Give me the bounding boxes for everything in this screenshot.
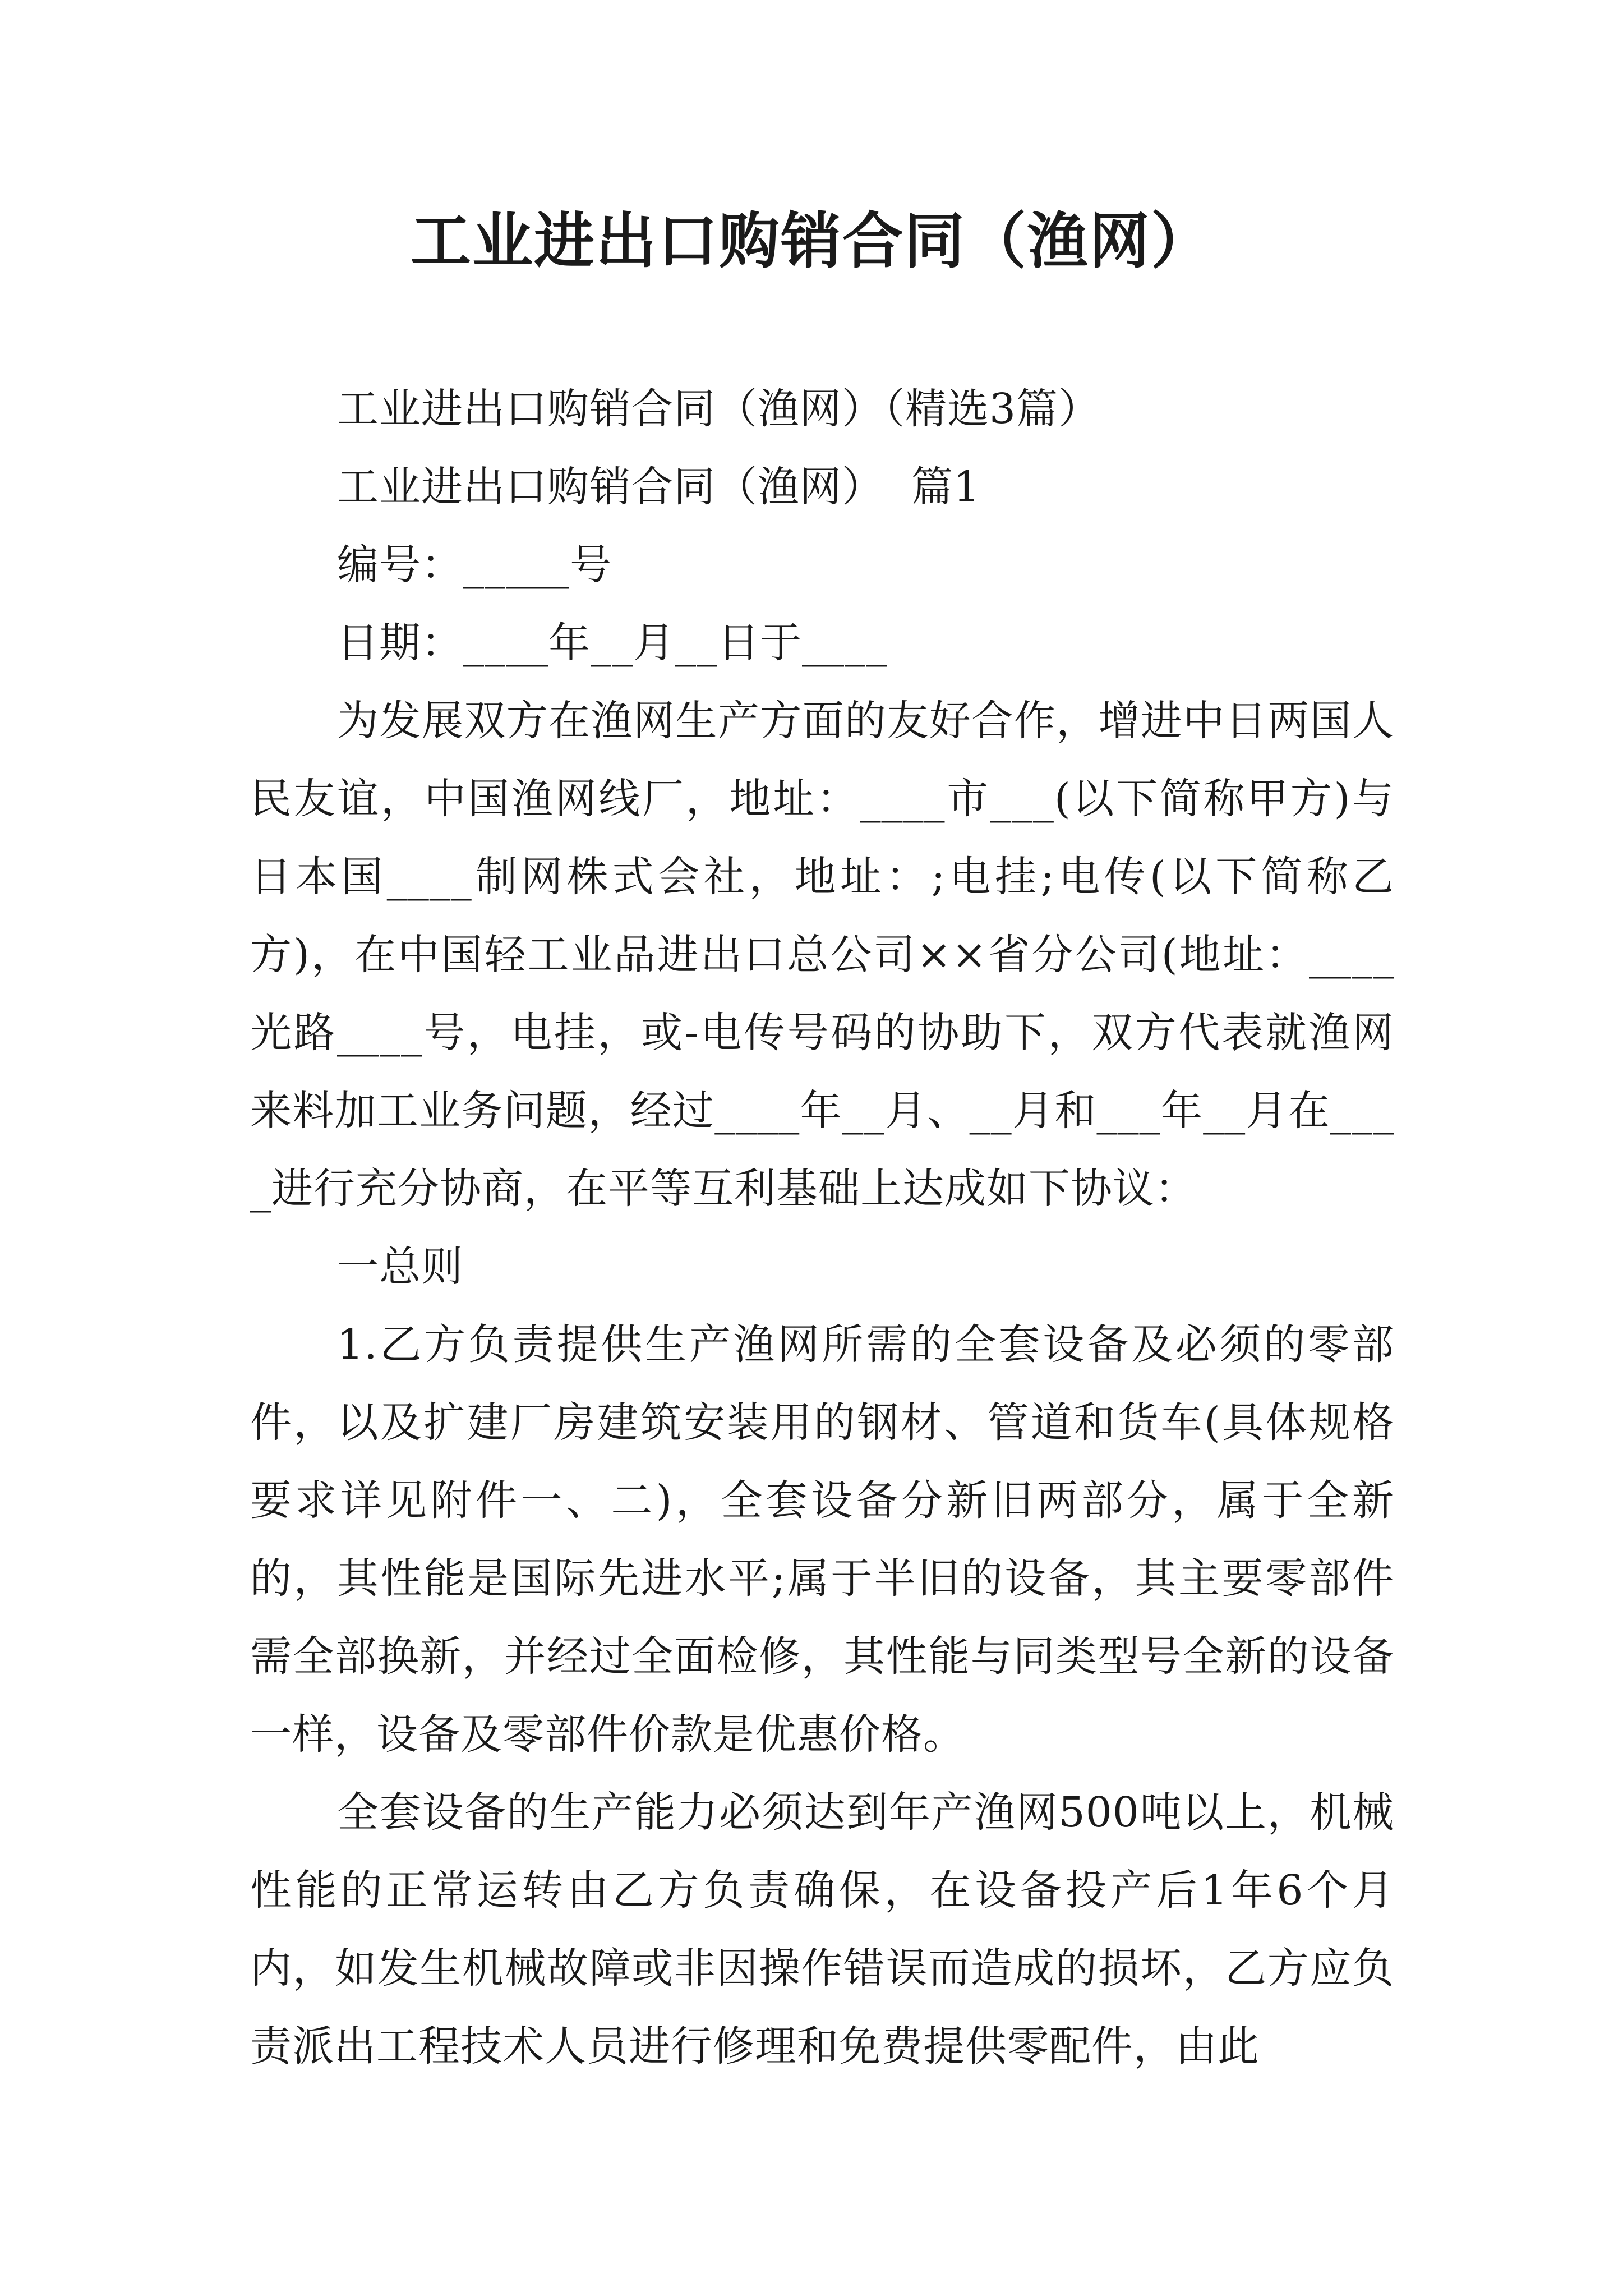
paragraph-section-general: 一总则 xyxy=(337,1243,463,1291)
paragraph-subtitle: 工业进出口购销合同（渔网）（精选3篇） xyxy=(337,385,1101,433)
paragraph-preamble: 为发展双方在渔网生产方面的友好合作，增进中日两国人民友谊，中国渔网线厂，地址：____市___(以下简称甲方)与日本国____制网株式会社，地址：;电挂;电传(以下简称乙方)，在中国轻工业品进出口总公司××省分公司(地址：____光路____号，电挂，或-电传号码的协助下，双方代表就渔网来料加工业务问题，经过____年__月、__月和___年__月在____进行充分协商，在平等互利基础上达成如下协议： xyxy=(250,697,1394,1213)
paragraph-clause-1: 1.乙方负责提供生产渔网所需的全套设备及必须的零部件，以及扩建厂房建筑安装用的钢材、管道和货车(具体规格要求详见附件一、二)，全套设备分新旧两部分，属于全新的，其性能是国际先进水平;属于半旧的设备，其主要零部件需全部换新，并经过全面检修，其性能与同类型号全新的设备一样，设备及零部件价款是优惠价格。 xyxy=(250,1320,1394,1759)
document-title: 工业进出口购销合同（渔网） xyxy=(410,206,1212,277)
paragraph-capacity: 全套设备的生产能力必须达到年产渔网500吨以上，机械性能的正常运转由乙方负责确保，在设备投产后1年6个月内，如发生机械故障或非因操作错误而造成的损坏，乙方应负责派出工程技术人员进行修理和免费提供零配件，由此 xyxy=(250,1788,1394,2070)
paragraph-date: 日期：____年__月__日于____ xyxy=(337,619,887,667)
paragraph-number: 编号：_____号 xyxy=(337,541,612,589)
document-body xyxy=(250,370,1394,2086)
paragraph-part-heading: 工业进出口购销合同（渔网） 篇1 xyxy=(337,463,981,511)
